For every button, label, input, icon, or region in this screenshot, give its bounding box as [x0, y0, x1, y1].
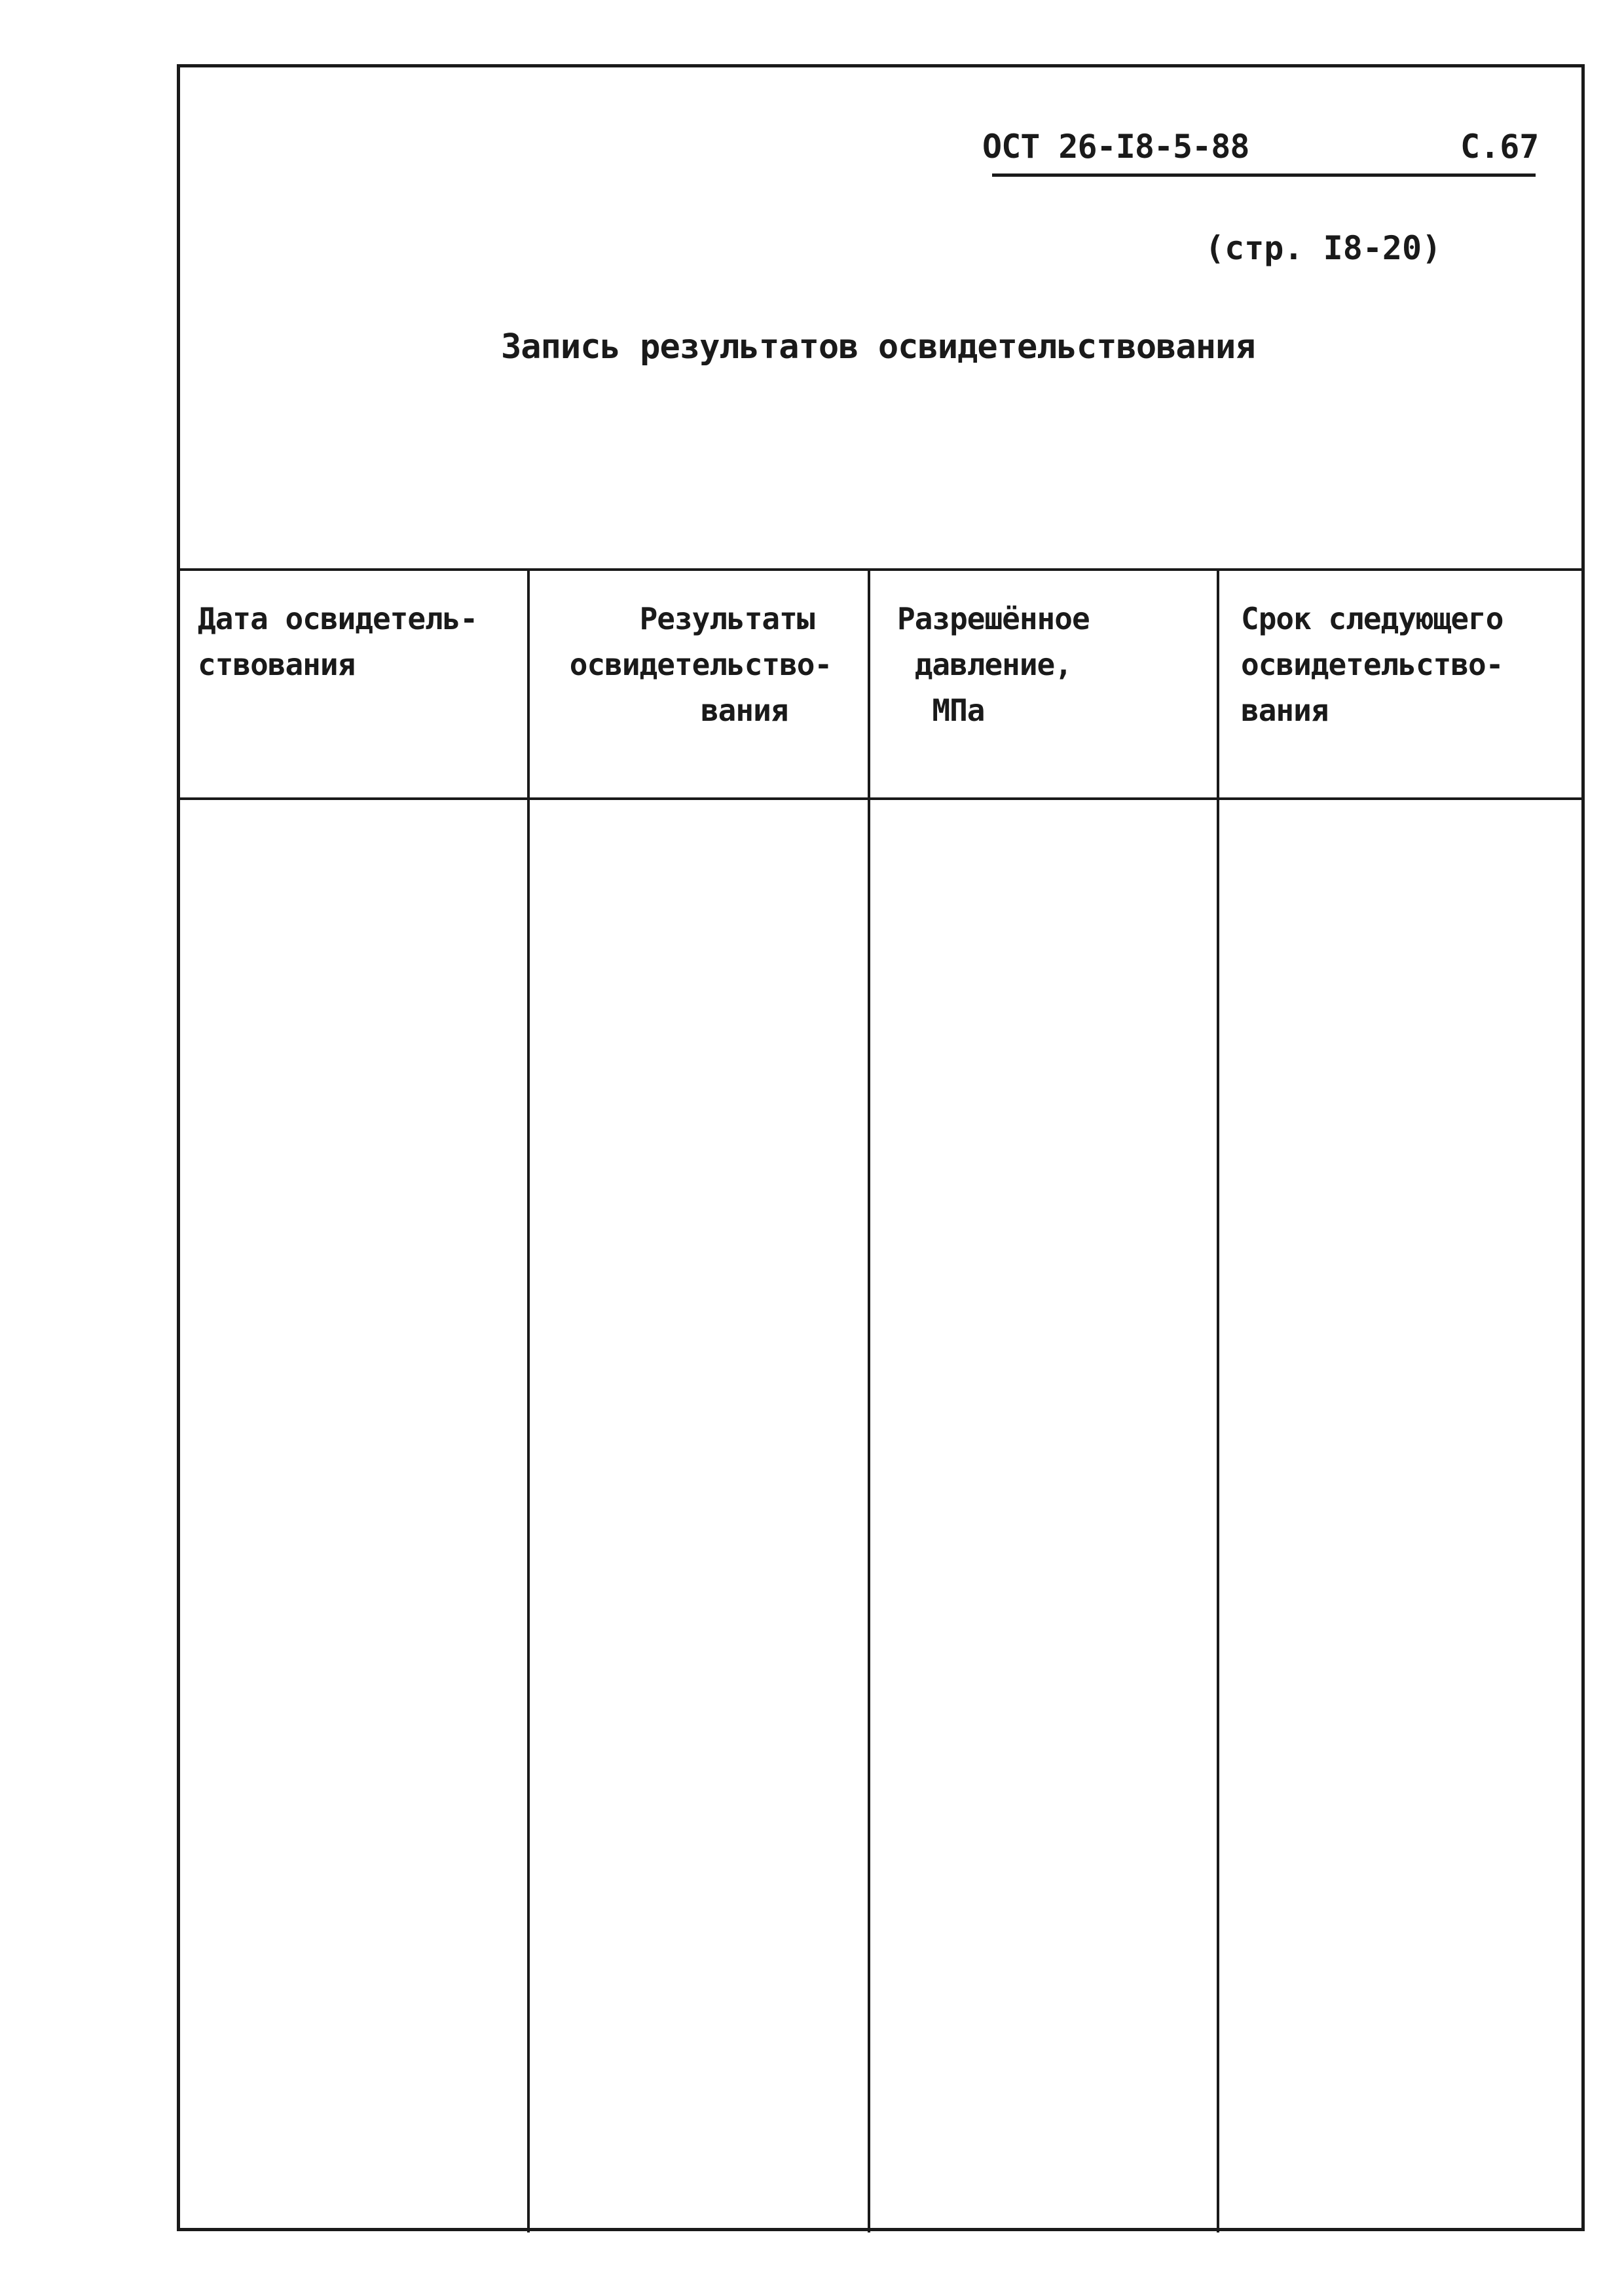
column-header-permitted-pressure: Разрешённое давление, МПа — [897, 601, 1090, 728]
column-header-next-inspection-date: Срок следующего освидетельство- вания — [1241, 601, 1504, 728]
table-body — [180, 800, 1581, 2227]
page-range: (стр. I8-20) — [1205, 229, 1442, 267]
column-header-inspection-results: Результаты освидетельство- вания — [569, 601, 832, 728]
column-header-inspection-date: Дата освидетель- ствования — [198, 601, 478, 682]
table-top-border — [177, 568, 1585, 571]
section-title: Запись результатов освидетельствования — [501, 327, 1255, 367]
document-code: ОСТ 26-I8-5-88 — [982, 128, 1249, 166]
document-code-underline — [992, 173, 1536, 177]
page-number: С.67 — [1460, 128, 1540, 166]
